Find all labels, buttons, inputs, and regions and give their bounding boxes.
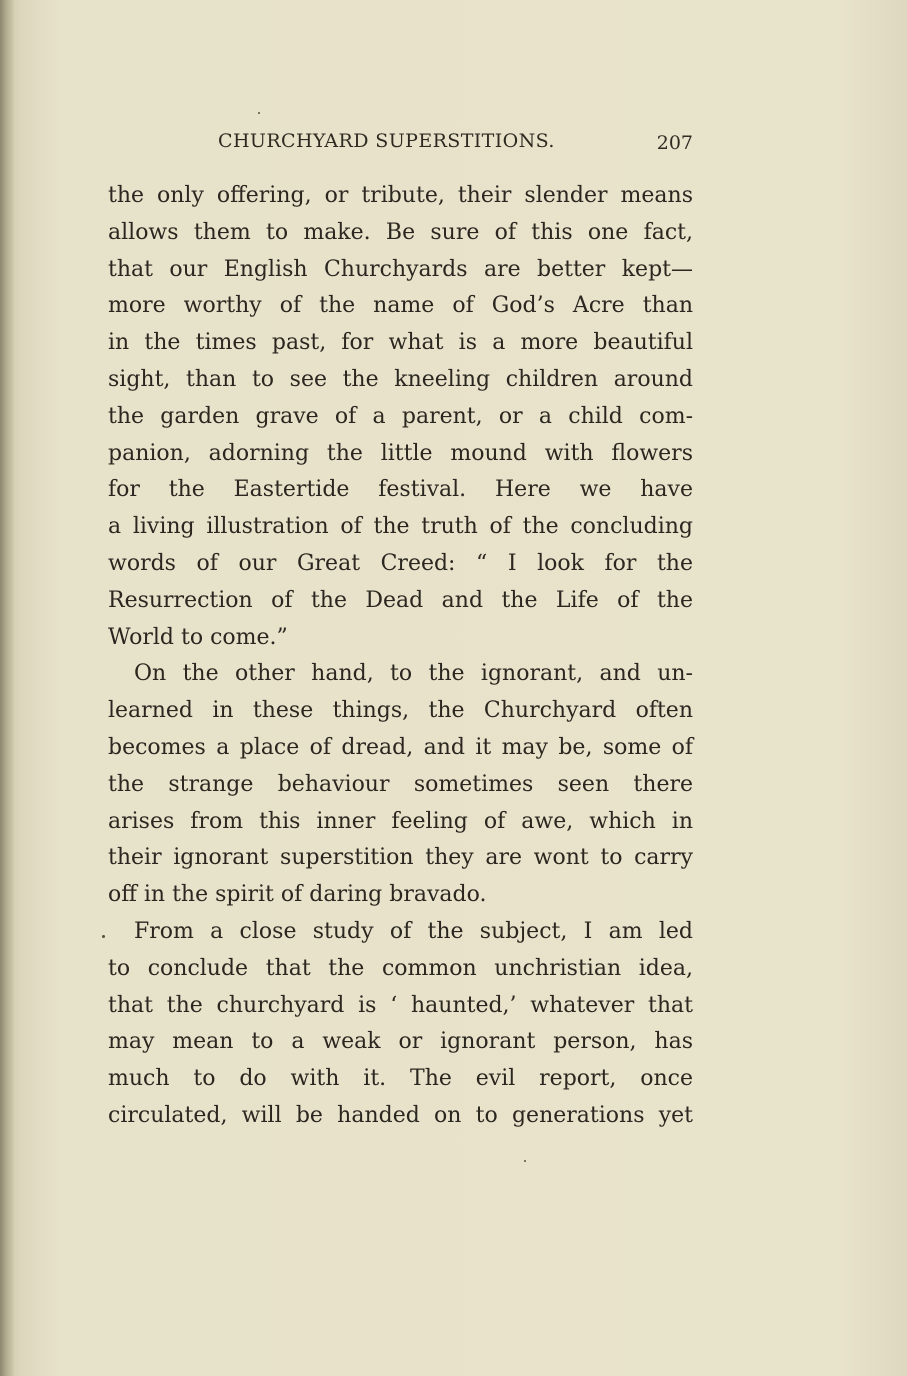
ink-speck bbox=[102, 935, 105, 938]
text-line: World to come.” bbox=[108, 624, 288, 650]
text-line: a living illustration of the truth of the concluding bbox=[108, 514, 693, 540]
paragraph-start-line: From a close study of the subject, I am led bbox=[134, 918, 693, 944]
text-line: for the Eastertide festival. Here we have bbox=[108, 477, 693, 503]
text-line: much to do with it. The evil report, once bbox=[108, 1066, 693, 1092]
text-line: the only offering, or tribute, their slender means bbox=[108, 183, 693, 208]
text-line: off in the spirit of daring bravado. bbox=[108, 882, 487, 908]
text-line: sight, than to see the kneeling children around bbox=[108, 366, 693, 392]
text-line: more worthy of the name of God’s Acre than bbox=[108, 293, 693, 319]
text-line: learned in these things, the Churchyard often bbox=[108, 698, 693, 724]
text-line: that our English Churchyards are better kept— bbox=[108, 256, 693, 282]
page-number: 207 bbox=[656, 132, 693, 154]
text-line: becomes a place of dread, and it may be, some of bbox=[108, 734, 693, 760]
text-line: the garden grave of a parent, or a child com- bbox=[108, 403, 693, 429]
text-line: the strange behaviour sometimes seen there bbox=[108, 771, 693, 797]
ink-speck bbox=[524, 1160, 526, 1162]
ink-speck bbox=[258, 112, 260, 114]
text-line: to conclude that the common unchristian idea, bbox=[108, 955, 693, 981]
text-line: their ignorant superstition they are wont to carry bbox=[108, 845, 693, 871]
body-text bbox=[108, 178, 693, 1135]
text-line: arises from this inner feeling of awe, which in bbox=[108, 808, 693, 834]
running-title: CHURCHYARD SUPERSTITIONS. bbox=[218, 130, 555, 152]
text-line: allows them to make. Be sure of this one fact, bbox=[108, 219, 693, 245]
paragraph-start-line: On the other hand, to the ignorant, and un- bbox=[134, 661, 693, 687]
text-line: may mean to a weak or ignorant person, has bbox=[108, 1029, 693, 1055]
page-header bbox=[108, 130, 693, 164]
text-line: circulated, will be handed on to generations yet bbox=[108, 1102, 693, 1128]
text-line: Resurrection of the Dead and the Life of the bbox=[108, 587, 693, 613]
text-line: words of our Great Creed: “ I look for the bbox=[108, 550, 693, 576]
binding-edge bbox=[0, 0, 14, 1376]
text-line: that the churchyard is ‘ haunted,’ whatever that bbox=[108, 992, 693, 1018]
text-line: in the times past, for what is a more beautiful bbox=[108, 330, 693, 356]
text-line: panion, adorning the little mound with flowers bbox=[108, 440, 693, 466]
